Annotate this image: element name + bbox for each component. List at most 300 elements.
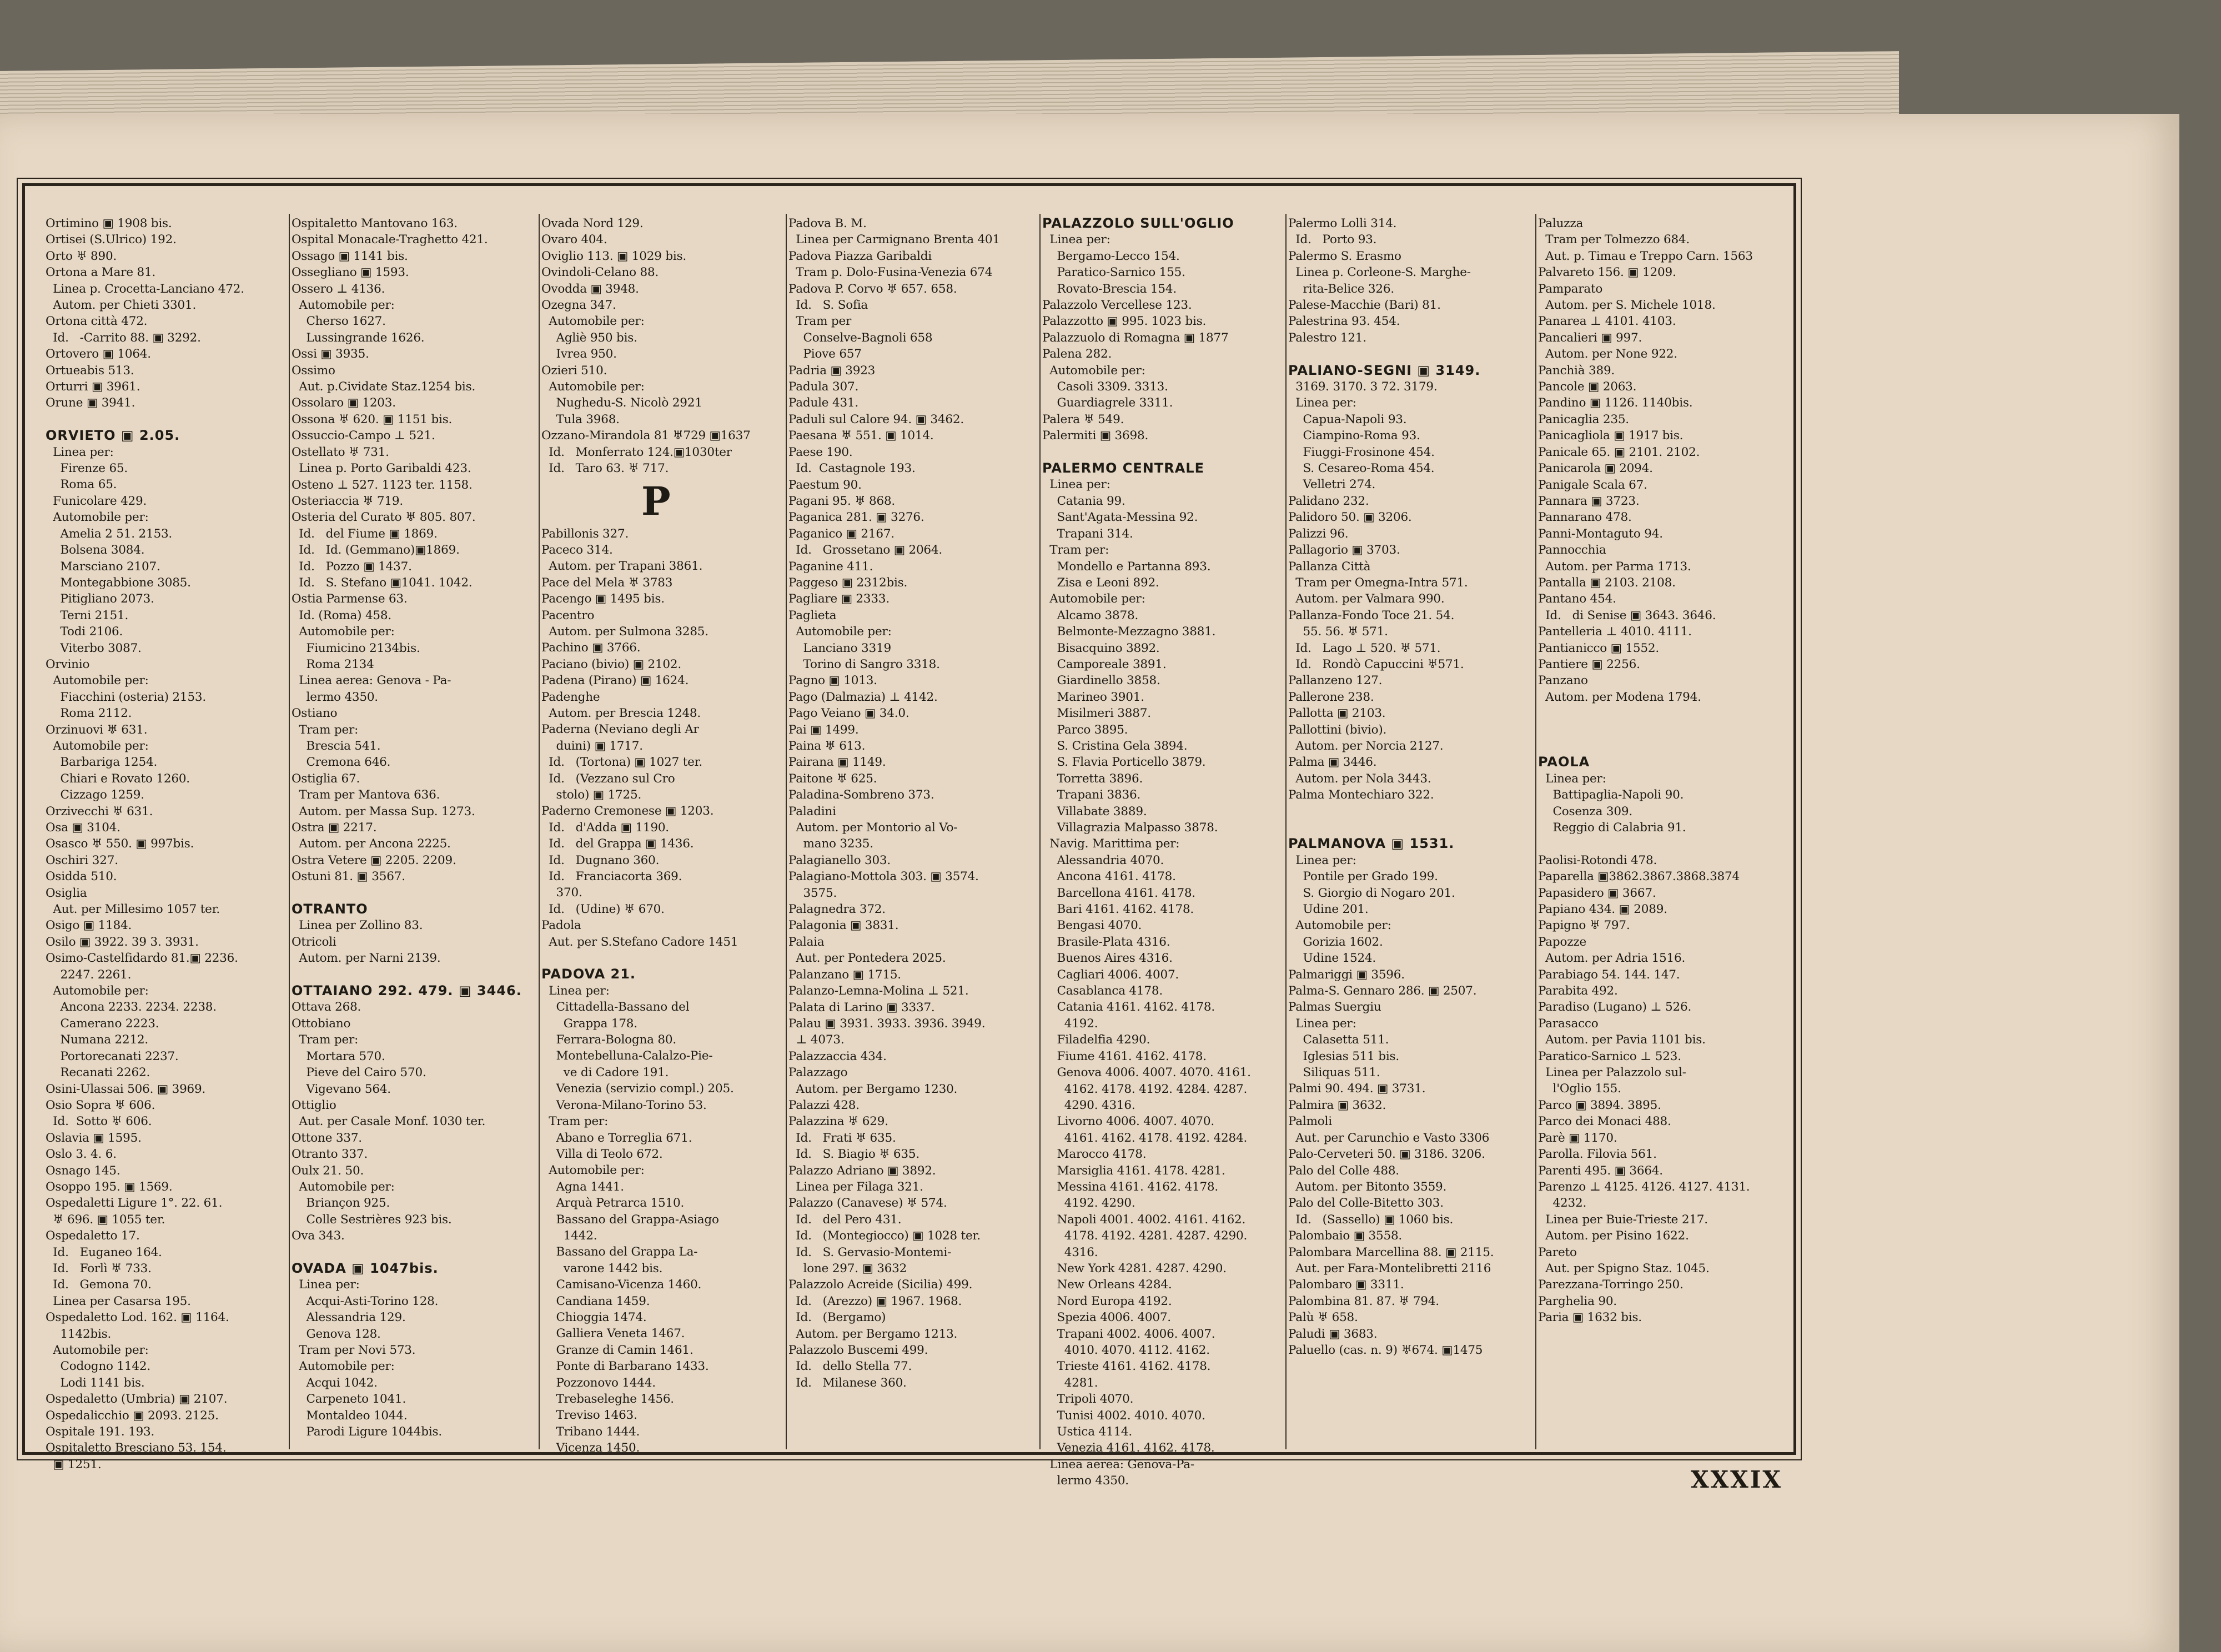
- index-entry: Parasacco: [1538, 1016, 1599, 1031]
- index-entry: ve di Cadore 191.: [541, 1065, 669, 1079]
- index-entry: Id. Frati ♅ 635.: [788, 1131, 896, 1145]
- index-entry: Palazzago: [788, 1066, 848, 1080]
- index-entry: Casoli 3309. 3313.: [1042, 380, 1168, 394]
- index-entry: Trieste 4161. 4162. 4178.: [1042, 1359, 1211, 1374]
- index-entry: Id. S. Stefano ▣1041. 1042.: [292, 575, 473, 590]
- index-entry: Palombaro ▣ 3311.: [1288, 1278, 1404, 1292]
- index-entry: Ostiglia 67.: [292, 771, 360, 786]
- index-entry: Tram p. Dolo-Fusina-Venezia 674: [788, 265, 993, 280]
- index-entry: Palo-Cerveteri 50. ▣ 3186. 3206.: [1288, 1147, 1485, 1162]
- index-entry: Autom. per Ancona 2225.: [292, 837, 451, 851]
- index-entry: Paganico ▣ 2167.: [788, 526, 895, 541]
- index-entry: Linea p. Corleone-S. Marghe-: [1288, 265, 1471, 280]
- index-entry: Palombina 81. 87. ♅ 794.: [1288, 1294, 1439, 1308]
- index-entry: Ospitaletto Mantovano 163.: [292, 217, 458, 230]
- index-entry: Aut. p. Timau e Treppo Carn. 1563: [1538, 249, 1753, 263]
- index-entry: lone 297. ▣ 3632: [788, 1262, 907, 1276]
- index-entry: Automobile per:: [46, 674, 149, 688]
- index-entry: Palo del Colle-Bitetto 303.: [1288, 1196, 1444, 1211]
- index-entry: Palazzolo Acreide (Sicilia) 499.: [788, 1278, 973, 1292]
- index-entry: Id. Dugnano 360.: [541, 853, 660, 867]
- index-entry: Velletri 274.: [1288, 478, 1376, 492]
- index-entry: Guardiagrele 3311.: [1042, 396, 1173, 410]
- index-entry: Linea per:: [1288, 396, 1356, 410]
- index-entry: Pareto: [1538, 1245, 1577, 1259]
- index-entry: Reggio di Calabria 91.: [1538, 820, 1686, 835]
- index-entry: OTRANTO: [292, 901, 368, 917]
- index-entry: rita-Belice 326.: [1288, 282, 1394, 296]
- index-entry: Lussingrande 1626.: [292, 330, 425, 345]
- index-entry: Id. Porto 93.: [1288, 233, 1377, 247]
- index-entry: Tram per Novi 573.: [292, 1343, 416, 1357]
- index-entry: Trapani 314.: [1042, 526, 1133, 541]
- index-entry: Id. (Montegiocco) ▣ 1028 ter.: [788, 1229, 981, 1243]
- index-entry: Livorno 4006. 4007. 4070.: [1042, 1114, 1215, 1129]
- index-entry: Id. Castagnole 193.: [788, 461, 916, 476]
- index-entry: Barcellona 4161. 4178.: [1042, 886, 1195, 900]
- index-entry: Ottiglio: [292, 1098, 336, 1112]
- index-entry: Bari 4161. 4162. 4178.: [1042, 902, 1194, 917]
- index-entry: Id. Rondò Capuccini ♅571.: [1288, 657, 1464, 671]
- index-entry: Automobile per:: [1288, 918, 1391, 933]
- index-entry: Palazzotto ▣ 995. 1023 bis.: [1042, 314, 1207, 329]
- index-entry: Oschiri 327.: [46, 853, 118, 867]
- index-entry: Navig. Marittima per:: [1042, 837, 1180, 851]
- index-entry: Ostuni 81. ▣ 3567.: [292, 870, 405, 884]
- index-entry: Battipaglia-Napoli 90.: [1538, 788, 1684, 802]
- index-entry: Bolsena 3084.: [46, 543, 145, 558]
- index-entry: Filadelfia 4290.: [1042, 1033, 1150, 1047]
- index-entry: Ferrara-Bologna 80.: [541, 1033, 676, 1047]
- index-column-4: [788, 215, 1037, 1445]
- index-entry: Briançon 925.: [292, 1196, 390, 1211]
- index-entry: Conselve-Bagnoli 658: [788, 330, 933, 345]
- index-entry: Trebaseleghe 1456.: [541, 1392, 674, 1407]
- index-entry: OVADA ▣ 1047bis.: [292, 1260, 439, 1276]
- index-entry: Rovato-Brescia 154.: [1042, 282, 1177, 296]
- index-entry: Id. Id. (Gemmano)▣1869.: [292, 543, 460, 558]
- index-entry: Osoppo 195. ▣ 1569.: [46, 1179, 173, 1194]
- index-entry: Pallerone 238.: [1288, 690, 1374, 704]
- index-entry: 4178. 4192. 4281. 4287. 4290.: [1042, 1229, 1248, 1243]
- index-entry: Firenze 65.: [46, 461, 128, 476]
- index-entry: Ospedaletto Lod. 162. ▣ 1164.: [46, 1310, 229, 1325]
- index-entry: Oslavia ▣ 1595.: [46, 1131, 142, 1145]
- column-separator: [1535, 214, 1536, 1449]
- index-entry: Pancole ▣ 2063.: [1538, 380, 1637, 394]
- index-entry: Ossi ▣ 3935.: [292, 347, 369, 361]
- index-entry: Papasidero ▣ 3667.: [1538, 886, 1656, 900]
- index-entry: Palmi 90. 494. ▣ 3731.: [1288, 1082, 1426, 1096]
- index-entry: Parco dei Monaci 488.: [1538, 1114, 1671, 1129]
- index-entry: Paceco 314.: [541, 543, 613, 557]
- index-column-7: [1538, 215, 1782, 1445]
- index-entry: 4192. 4290.: [1042, 1196, 1135, 1211]
- index-entry: Ossero ⊥ 4136.: [292, 282, 385, 296]
- index-entry: Palo del Colle 488.: [1288, 1163, 1399, 1178]
- index-entry: Parabita 492.: [1538, 984, 1618, 998]
- index-entry: Paratico-Sarnico ⊥ 523.: [1538, 1049, 1681, 1063]
- index-entry: [1288, 346, 1534, 362]
- index-entry: Vigevano 564.: [292, 1082, 391, 1096]
- index-entry: Pantelleria ⊥ 4010. 4111.: [1538, 625, 1692, 639]
- index-entry: OTTAIANO 292. 479. ▣ 3446.: [292, 983, 522, 999]
- index-entry: Palazzaccia 434.: [788, 1049, 887, 1063]
- index-entry: Tram per: [788, 314, 852, 329]
- index-entry: Ovaro 404.: [541, 233, 607, 247]
- index-entry: Id. Pozzo ▣ 1437.: [292, 559, 412, 574]
- index-entry: Ortona a Mare 81.: [46, 265, 156, 280]
- index-entry: Ossona ♅ 620. ▣ 1151 bis.: [292, 412, 453, 426]
- index-entry: Pandino ▣ 1126. 1140bis.: [1538, 396, 1693, 410]
- index-entry: Brescia 541.: [292, 739, 381, 753]
- index-entry: Ostra Vetere ▣ 2205. 2209.: [292, 853, 456, 867]
- index-entry: Pallotta ▣ 2103.: [1288, 706, 1386, 721]
- index-entry: Orto ♅ 890.: [46, 249, 117, 263]
- index-entry: Ortovero ▣ 1064.: [46, 347, 151, 361]
- index-entry: Marsciano 2107.: [46, 559, 160, 574]
- index-entry: Cizzago 1259.: [46, 788, 144, 802]
- index-entry: Id. Euganeo 164.: [46, 1245, 162, 1259]
- index-entry: Autom. per Bergamo 1213.: [788, 1327, 958, 1341]
- index-entry: Torretta 3896.: [1042, 771, 1143, 786]
- index-entry: Tram per:: [292, 722, 359, 737]
- index-entry: Pantiere ▣ 2256.: [1538, 657, 1640, 671]
- index-entry: PALMANOVA ▣ 1531.: [1288, 836, 1455, 852]
- index-entry: Giardinello 3858.: [1042, 674, 1160, 688]
- index-entry: Osimo-Castelfidardo 81.▣ 2236.: [46, 951, 238, 966]
- index-entry: Pallanza Città: [1288, 559, 1371, 574]
- index-entry: Paderna (Neviano degli Ar: [541, 722, 699, 737]
- index-entry: Linea per:: [1288, 853, 1356, 867]
- index-entry: PADOVA 21.: [541, 966, 636, 982]
- index-entry: Palata di Larino ▣ 3337.: [788, 1000, 935, 1015]
- index-entry: Palermo Lolli 314.: [1288, 217, 1397, 230]
- index-entry: Palazzolo Vercellese 123.: [1042, 298, 1192, 313]
- index-entry: Autom. per Bergamo 1230.: [788, 1082, 958, 1096]
- index-entry: Id. di Senise ▣ 3643. 3646.: [1538, 608, 1716, 622]
- index-entry: Ortueabis 513.: [46, 363, 134, 378]
- index-entry: Automobile per:: [292, 1179, 395, 1194]
- index-entry: Id. d'Adda ▣ 1190.: [541, 820, 669, 835]
- index-entry: Paganine 411.: [788, 559, 873, 574]
- index-entry: Pannarano 478.: [1538, 510, 1632, 525]
- index-entry: Genova 4006. 4007. 4070. 4161.: [1042, 1066, 1251, 1080]
- index-entry: Palmira ▣ 3632.: [1288, 1098, 1386, 1112]
- index-entry: Linea per Casarsa 195.: [46, 1294, 191, 1308]
- index-entry: [46, 411, 287, 428]
- index-entry: Osiglia: [46, 886, 87, 900]
- index-entry: Lanciano 3319: [788, 641, 891, 655]
- index-entry: Pieve del Cairo 570.: [292, 1066, 426, 1080]
- index-entry: Paglieta: [788, 608, 837, 622]
- index-entry: Autom. per Valmara 990.: [1288, 592, 1445, 606]
- index-entry: Tram per:: [1042, 543, 1109, 558]
- index-entry: Palizzi 96.: [1288, 526, 1349, 541]
- index-entry: Palazzi 428.: [788, 1098, 860, 1112]
- index-entry: Agna 1441.: [541, 1179, 624, 1194]
- index-entry: Osa ▣ 3104.: [46, 821, 120, 835]
- index-entry: Pallanza-Fondo Toce 21. 54.: [1288, 608, 1455, 622]
- index-entry: Osseglianо ▣ 1593.: [292, 265, 409, 280]
- index-entry: Parodi Ligure 1044bis.: [292, 1425, 442, 1439]
- index-entry: 4232.: [1538, 1196, 1587, 1211]
- index-entry: Paciano (bivio) ▣ 2102.: [541, 657, 681, 671]
- index-entry: Trapani 4002. 4006. 4007.: [1042, 1327, 1215, 1341]
- index-entry: Osteria del Curato ♅ 805. 807.: [292, 510, 476, 525]
- index-entry: Tripoli 4070.: [1042, 1392, 1134, 1407]
- index-entry: Cittadella-Bassano del: [541, 1000, 690, 1015]
- index-entry: Spezia 4006. 4007.: [1042, 1310, 1171, 1325]
- index-entry: Panicagliola ▣ 1917 bis.: [1538, 429, 1684, 443]
- index-entry: Ossuccio-Campo ⊥ 521.: [292, 429, 435, 443]
- index-entry: Sant'Agata-Messina 92.: [1042, 510, 1198, 525]
- index-entry: [1042, 444, 1284, 460]
- index-entry: PALAZZOLO SULL'OGLIO: [1042, 215, 1234, 231]
- index-entry: Linea per:: [541, 983, 610, 998]
- index-entry: Catania 4161. 4162. 4178.: [1042, 1000, 1215, 1015]
- index-entry: Montaldeo 1044.: [292, 1408, 408, 1423]
- index-entry: Pagno ▣ 1013.: [788, 674, 877, 688]
- index-entry: Ospedaletto 17.: [46, 1229, 140, 1243]
- index-entry: Cagliari 4006. 4007.: [1042, 967, 1179, 982]
- index-entry: Osasco ♅ 550. ▣ 997bis.: [46, 837, 194, 851]
- index-entry: Marsiglia 4161. 4178. 4281.: [1042, 1163, 1225, 1178]
- index-entry: Roma 2112.: [46, 706, 132, 721]
- index-entry: Trapani 3836.: [1042, 788, 1141, 802]
- index-entry: Paluzza: [1538, 217, 1584, 230]
- index-entry: Roma 2134: [292, 657, 374, 671]
- index-entry: Villa di Teolo 672.: [541, 1147, 663, 1161]
- index-entry: Ponte di Barbarano 1433.: [541, 1359, 709, 1374]
- index-entry: Panarea ⊥ 4101. 4103.: [1538, 314, 1676, 329]
- index-entry: Misilmeri 3887.: [1042, 706, 1151, 721]
- index-entry: Pannara ▣ 3723.: [1538, 494, 1640, 508]
- index-entry: Ospitaletto Bresciano 53. 154.: [46, 1441, 227, 1455]
- index-entry: Palidano 232.: [1288, 494, 1369, 508]
- index-entry: [1288, 820, 1534, 836]
- index-entry: PALERMO CENTRALE: [1042, 460, 1204, 476]
- index-entry: [292, 1244, 536, 1261]
- index-entry: Palombaio ▣ 3558.: [1288, 1229, 1403, 1243]
- index-entry: Oulx 21. 50.: [292, 1163, 364, 1178]
- index-entry: Id. (Bergamo): [788, 1310, 886, 1325]
- index-entry: Buenos Aires 4316.: [1042, 951, 1173, 966]
- index-entry: Autom. per Brescia 1248.: [541, 706, 701, 720]
- index-entry: Linea per:: [1288, 1016, 1356, 1031]
- index-entry: Autom. per Chieti 3301.: [46, 298, 197, 313]
- index-entry: Paina ♅ 613.: [788, 739, 866, 753]
- index-entry: Linea p. Porto Garibaldi 423.: [292, 461, 471, 476]
- index-entry: Bisacquino 3892.: [1042, 641, 1160, 655]
- index-entry: Padule 431.: [788, 396, 859, 410]
- index-entry: Linea per Palazzolo sul-: [1538, 1066, 1686, 1080]
- index-entry: Catania 99.: [1042, 494, 1125, 508]
- index-entry: Paitone ♅ 625.: [788, 771, 877, 786]
- index-entry: Alcamo 3878.: [1042, 608, 1139, 622]
- index-entry: Marocco 4178.: [1042, 1147, 1147, 1162]
- index-entry: Linea p. Crocetta-Lanciano 472.: [46, 282, 244, 296]
- index-entry: Cosenza 309.: [1538, 804, 1632, 819]
- index-entry: Cherso 1627.: [292, 314, 386, 329]
- index-entry: Id. Gemona 70.: [46, 1278, 152, 1292]
- index-entry: S. Flavia Porticello 3879.: [1042, 755, 1206, 770]
- index-entry: Linea per:: [292, 1278, 360, 1292]
- index-entry: Paolisi-Rotondi 478.: [1538, 853, 1657, 867]
- index-entry: Ciampino-Roma 93.: [1288, 429, 1420, 443]
- index-entry: Ozegna 347.: [541, 298, 616, 313]
- index-entry: Palermo S. Erasmo: [1288, 249, 1401, 263]
- index-entry: Pacengo ▣ 1495 bis.: [541, 592, 665, 606]
- index-entry: Verona-Milano-Torino 53.: [541, 1098, 707, 1112]
- index-entry: Parco 3895.: [1042, 722, 1128, 737]
- index-entry: Id. (Tortona) ▣ 1027 ter.: [541, 755, 703, 770]
- index-entry: Automobile per:: [1042, 363, 1145, 378]
- index-entry: Tram per Tolmezzo 684.: [1538, 233, 1690, 247]
- index-entry: 4162. 4178. 4192. 4284. 4287.: [1042, 1082, 1248, 1096]
- index-entry: Zisa e Leoni 892.: [1042, 575, 1159, 590]
- index-entry: Id. (Roma) 458.: [292, 608, 392, 622]
- index-entry: Ancona 4161. 4178.: [1042, 870, 1176, 884]
- index-entry: Napoli 4001. 4002. 4161. 4162.: [1042, 1212, 1246, 1227]
- index-entry: Parghelia 90.: [1538, 1294, 1617, 1308]
- index-entry: Palau ▣ 3931. 3933. 3936. 3949.: [788, 1016, 986, 1031]
- index-entry: 1442.: [541, 1228, 597, 1243]
- index-entry: Linea per:: [1042, 233, 1110, 247]
- index-entry: l'Oglio 155.: [1538, 1082, 1621, 1096]
- index-entry: Padola: [541, 918, 581, 933]
- index-entry: Panzano: [1538, 674, 1588, 688]
- index-entry: Pabillonis 327.: [541, 526, 629, 541]
- index-entry: Padova B. M.: [788, 217, 867, 230]
- index-entry: Camerano 2223.: [46, 1016, 159, 1031]
- index-entry: Cremona 646.: [292, 755, 391, 770]
- index-entry: Id. del Grappa ▣ 1436.: [541, 837, 694, 851]
- index-entry: Automobile per:: [46, 510, 149, 525]
- index-entry: Paria ▣ 1632 bis.: [1538, 1310, 1642, 1325]
- index-entry: 3575.: [788, 886, 837, 900]
- index-entry: Linea per:: [1042, 478, 1110, 492]
- index-entry: Palmoli: [1288, 1114, 1332, 1129]
- index-entry: Gorizia 1602.: [1288, 935, 1383, 949]
- index-entry: Alessandria 4070.: [1042, 853, 1164, 867]
- index-entry: Ostiano: [292, 706, 338, 721]
- index-entry: Palazzo Adriano ▣ 3892.: [788, 1163, 936, 1178]
- index-entry: Id. Forlì ♅ 733.: [46, 1261, 152, 1276]
- index-entry: Osteno ⊥ 527. 1123 ter. 1158.: [292, 478, 473, 492]
- index-entry: Villabate 3889.: [1042, 804, 1147, 819]
- index-entry: Barbariga 1254.: [46, 755, 158, 770]
- index-entry: ORVIETO ▣ 2.05.: [46, 428, 180, 444]
- index-entry: Palagiano-Mottola 303. ▣ 3574.: [788, 870, 979, 884]
- index-entry: Carpeneto 1041.: [292, 1392, 406, 1407]
- index-entry: Autom. per Parma 1713.: [1538, 559, 1691, 574]
- index-entry: Automobile per:: [46, 1343, 149, 1358]
- index-entry: Palestrina 93. 454.: [1288, 314, 1400, 329]
- index-entry: Paludi ▣ 3683.: [1288, 1327, 1378, 1341]
- index-entry: Mondello e Partanna 893.: [1042, 559, 1211, 574]
- index-entry: Panni-Montaguto 94.: [1538, 526, 1663, 541]
- index-entry: Osnago 145.: [46, 1163, 120, 1178]
- index-entry: Palagonia ▣ 3831.: [788, 918, 899, 933]
- index-entry: Tram per:: [292, 1033, 359, 1047]
- index-entry: Id. del Fiume ▣ 1869.: [292, 526, 438, 541]
- index-entry: Acqui 1042.: [292, 1375, 378, 1390]
- index-entry: Osigo ▣ 1184.: [46, 918, 132, 933]
- index-entry: Paganica 281. ▣ 3276.: [788, 510, 924, 525]
- index-entry: Otricoli: [292, 935, 336, 949]
- index-column-1: [46, 215, 287, 1472]
- index-entry: Pago (Dalmazia) ⊥ 4142.: [788, 690, 938, 704]
- index-entry: Panicale 65. ▣ 2101. 2102.: [1538, 445, 1700, 459]
- index-entry: Automobile per:: [1042, 592, 1145, 606]
- index-entry: Panchià 389.: [1538, 363, 1615, 378]
- index-entry: Autom. per Narni 2139.: [292, 951, 441, 966]
- index-entry: Ozieri 510.: [541, 363, 607, 378]
- index-entry: Udine 201.: [1288, 902, 1369, 917]
- index-entry: Pagliare ▣ 2333.: [788, 592, 890, 606]
- index-entry: Linea per Filaga 321.: [788, 1179, 923, 1194]
- index-entry: Palazzo (Canavese) ♅ 574.: [788, 1196, 947, 1211]
- index-entry: [541, 950, 784, 966]
- index-entry: Parenzo ⊥ 4125. 4126. 4127. 4131.: [1538, 1179, 1750, 1194]
- index-entry: Granze di Camin 1461.: [541, 1343, 694, 1357]
- index-entry: Palera ♅ 549.: [1042, 412, 1124, 426]
- index-entry: Palmariggi ▣ 3596.: [1288, 967, 1405, 982]
- index-entry: Orzivecchi ♅ 631.: [46, 804, 153, 819]
- index-entry: Autom. per Pavia 1101 bis.: [1538, 1033, 1706, 1047]
- index-entry: Aut. per Pontedera 2025.: [788, 951, 946, 966]
- index-entry: Calasetta 511.: [1288, 1033, 1389, 1047]
- index-entry: Palese-Macchie (Bari) 81.: [1288, 298, 1441, 313]
- index-entry: Autom. per Nola 3443.: [1288, 771, 1431, 786]
- index-entry: Casablanca 4178.: [1042, 984, 1163, 998]
- index-entry: Paduli sul Calore 94. ▣ 3462.: [788, 412, 964, 426]
- index-entry: Acqui-Asti-Torino 128.: [292, 1294, 439, 1308]
- index-entry: [292, 885, 536, 901]
- index-entry: Palaia: [788, 935, 825, 949]
- index-entry: Id. del Pero 431.: [788, 1212, 902, 1227]
- index-entry: Ortimino ▣ 1908 bis.: [46, 217, 172, 230]
- index-entry: Paratico-Sarnico 155.: [1042, 265, 1185, 280]
- index-entry: Palagianello 303.: [788, 853, 891, 867]
- index-entry: Automobile per:: [292, 625, 395, 639]
- index-entry: Paderno Cremonese ▣ 1203.: [541, 804, 714, 819]
- index-entry: Parco ▣ 3894. 3895.: [1538, 1098, 1661, 1112]
- index-column-5: [1042, 215, 1284, 1488]
- index-entry: Pantano 454.: [1538, 592, 1616, 606]
- index-entry: Orturri ▣ 3961.: [46, 380, 140, 394]
- index-entry: Padova Piazza Garibaldi: [788, 249, 932, 263]
- index-entry: Palanzano ▣ 1715.: [788, 967, 901, 982]
- index-entry: Vicenza 1450.: [541, 1441, 640, 1455]
- index-entry: Siliquas 511.: [1288, 1066, 1380, 1080]
- index-entry: Ozzano-Mirandola 81 ♅729 ▣1637: [541, 429, 751, 443]
- index-entry: Id. Taro 63. ♅ 717.: [541, 461, 669, 476]
- index-entry: Autom. per S. Michele 1018.: [1538, 298, 1716, 313]
- index-entry: Autom. per Sulmona 3285.: [541, 624, 708, 639]
- index-entry: Autom. per None 922.: [1538, 347, 1677, 361]
- index-entry: Aut. per Carunchio e Vasto 3306: [1288, 1131, 1490, 1145]
- column-separator: [1039, 214, 1041, 1449]
- index-entry: Abano e Torreglia 671.: [541, 1131, 692, 1145]
- index-entry: Padova P. Corvo ♅ 657. 658.: [788, 282, 957, 296]
- index-entry: Pago Veiano ▣ 34.0.: [788, 706, 909, 721]
- index-entry: stolo) ▣ 1725.: [541, 788, 642, 802]
- index-entry: Id. Franciacorta 369.: [541, 870, 682, 884]
- index-entry: Ossago ▣ 1141 bis.: [292, 249, 408, 263]
- index-entry: Marineo 3901.: [1042, 690, 1144, 704]
